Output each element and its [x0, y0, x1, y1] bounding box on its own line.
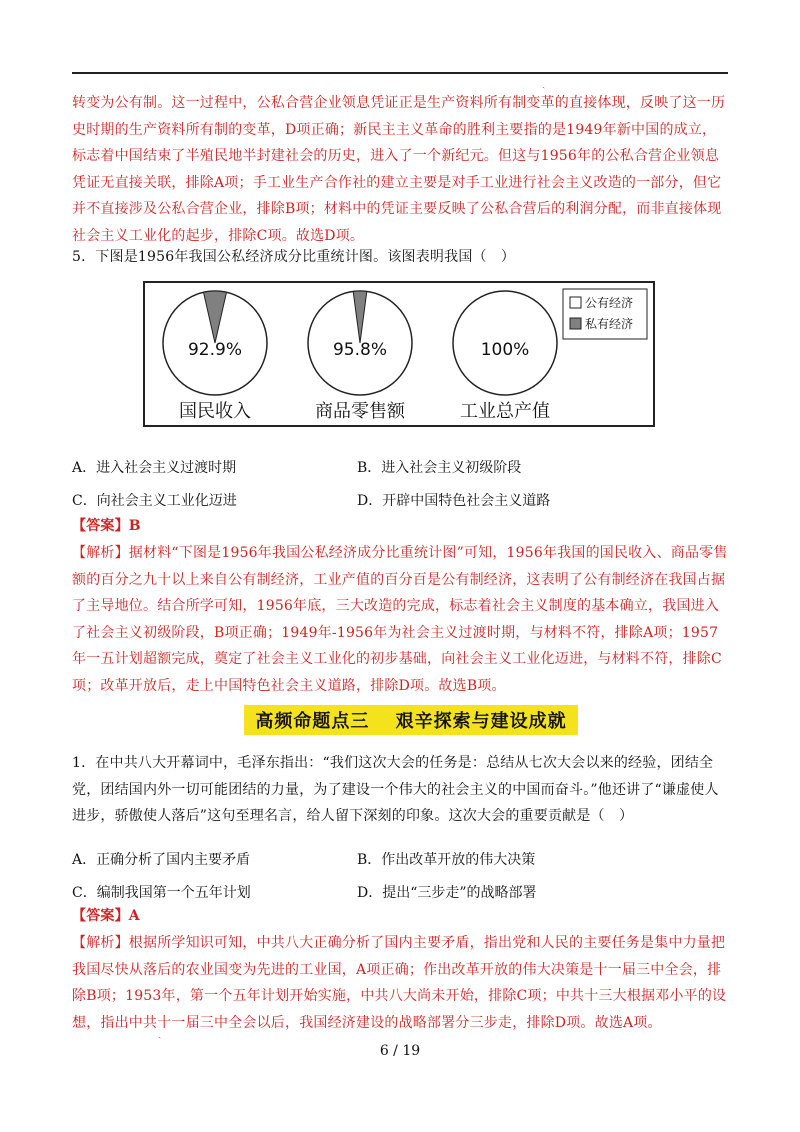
- pie-chart-svg: [145, 283, 653, 425]
- analysis-text: 【解析】根据所学知识可知，中共八大正确分析了国内主要矛盾，指出党和人民的主要任务是集中力量把我国尽快从落后的农业国变为先进的工业国，A项正确；作出改革开放的伟大决策是十一届三中全会，排除B项；1953年，第一个五年计划开始实施，中共八大尚未开始，排除C项；中共十三大根据邓小平的设想，指出中共十一届三中全会以后，我国经济建设的战略部署分三步走，排除D项。故选A项。: [72, 935, 727, 1031]
- question-text: 5．下图是1956年我国公私经济成分比重统计图。该图表明我国（ ）: [72, 249, 516, 265]
- legend-private-swatch: [570, 318, 581, 329]
- question-1-options: [72, 843, 728, 909]
- page-number: 6 / 19: [379, 1043, 421, 1059]
- section-title: 高频命题点三 艰辛探索与建设成就: [244, 705, 578, 735]
- legend-private-label: 私有经济: [585, 317, 634, 331]
- pie-chart-figure: [143, 281, 655, 427]
- option-c[interactable]: C．编制我国第一个五年计划: [72, 884, 251, 901]
- pie-value-label: 95.8%: [332, 340, 388, 360]
- question-1-answer: 【答案】A: [72, 908, 140, 924]
- question-5-answer: 【答案】B: [72, 518, 141, 534]
- pie-category-label: 工业总产值: [460, 401, 550, 422]
- analysis-text: 【解析】据材料“下图是1956年我国公私经济成分比重统计图”可知，1956年我国的国民收入、商品零售额的百分之九十以上来自公有制经济，工业产值的百分百是公有制经济，这表明了公有制经济在我国占据了主导地位。结合所学可知，1956年底，三大改造的完成，标志着社会主义制度的基本确立，我国进入了社会主义初级阶段，B项正确；1949年-1956年为社会主义过渡时期，与材料不符，排除A项；1957年一五计划超额完成，奠定了社会主义工业化的初步基础，向社会主义工业化迈进，与材料不符，排除C项；改革开放后，走上中国特色社会主义道路，排除D项。故选B项。: [72, 545, 728, 694]
- option-a[interactable]: A．进入社会主义过渡时期: [72, 459, 237, 476]
- question-text: 1．在中共八大开幕词中，毛泽东指出：“我们这次大会的任务是：总结从七次大会以来的经验，团结全党，团结国内外一切可能团结的力量，为了建设一个伟大的社会主义的中国而奋斗。”他还讲了“谦虚使人进步，骄傲使人落后”这句至理名言，给人留下深刻的印象。这次大会的重要贡献是（ ）: [72, 755, 719, 824]
- margin-mark: ˏ: [542, 78, 546, 89]
- pie-value-label: 92.9%: [187, 340, 243, 360]
- previous-question-analysis: [72, 90, 728, 249]
- option-d[interactable]: D．提出“三步走”的战略部署: [357, 884, 537, 901]
- margin-mark: ˏ: [158, 1028, 162, 1039]
- question-5-analysis: [72, 540, 728, 699]
- header-rule: [72, 72, 728, 74]
- pie-value-label: 100%: [480, 340, 530, 360]
- legend-public-swatch: [570, 297, 581, 308]
- option-d[interactable]: D．开辟中国特色社会主义道路: [357, 492, 551, 509]
- option-a[interactable]: A．正确分析了国内主要矛盾: [72, 851, 251, 868]
- option-c[interactable]: C．向社会主义工业化迈进: [72, 492, 237, 509]
- pie-category-label: 国民收入: [179, 401, 251, 422]
- analysis-text: 转变为公有制。这一过程中，公私合营企业领息凭证正是生产资料所有制变革的直接体现，反映了这一历史时期的生产资料所有制的变革，D项正确；新民主主义革命的胜利主要指的是1949年新中国的成立，标志着中国结束了半殖民地半封建社会的历史，进入了一个新纪元。但这与1956年的公私合营企业领息凭证无直接关联，排除A项；手工业生产合作社的建立主要是对手工业进行社会主义改造的一部分，但它并不直接涉及公私合营企业，排除B项；材料中的凭证主要反映了公私合营后的利润分配，而非直接体现社会主义工业化的起步，排除C项。故选D项。: [72, 95, 726, 244]
- pie-category-label: 商品零售额: [315, 401, 405, 422]
- option-b[interactable]: B．进入社会主义初级阶段: [357, 459, 522, 476]
- legend-public-label: 公有经济: [585, 296, 634, 310]
- question-1-analysis: [72, 930, 728, 1036]
- question-5-stem: [72, 244, 728, 271]
- question-1-stem: [72, 750, 728, 830]
- option-b[interactable]: B．作出改革开放的伟大决策: [357, 851, 536, 868]
- question-5-options: [72, 451, 728, 517]
